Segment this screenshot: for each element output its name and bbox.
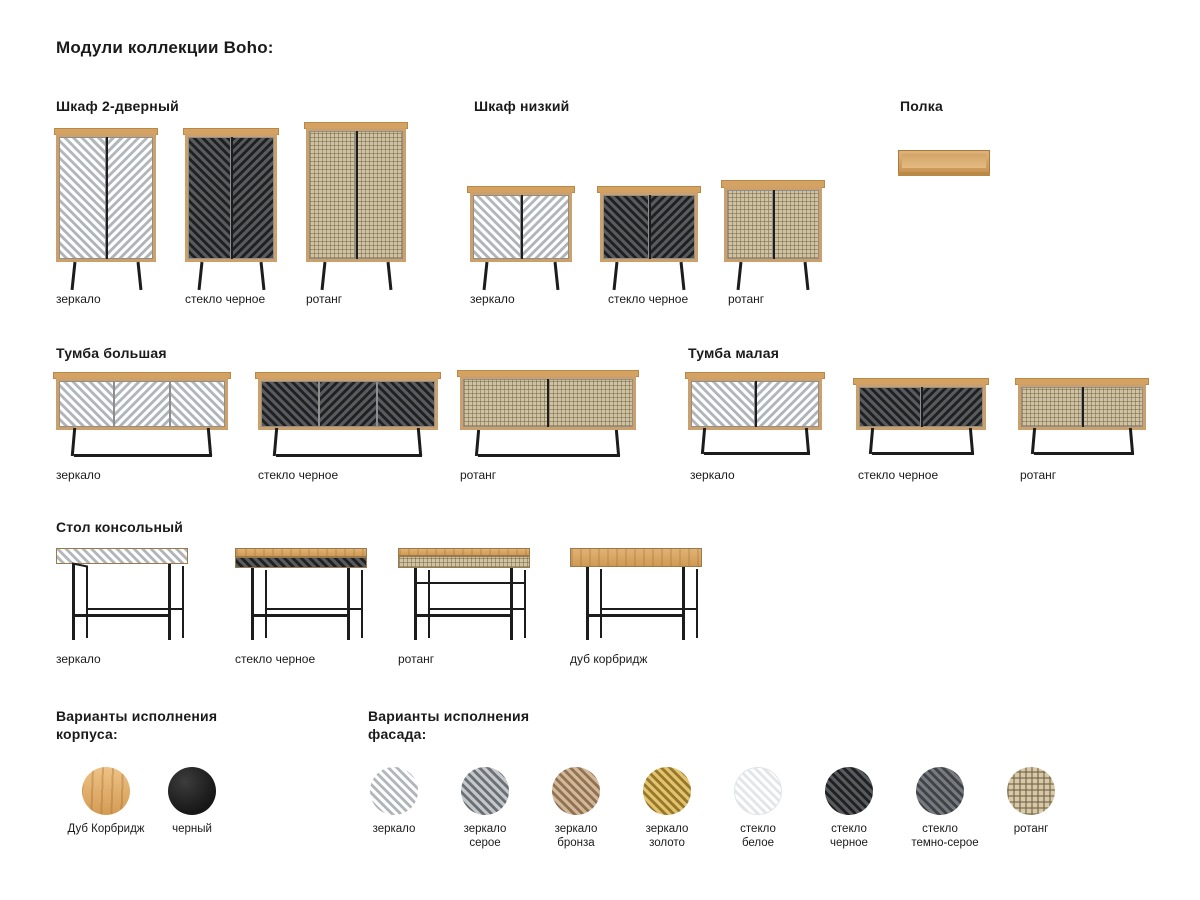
door-panel — [356, 131, 403, 259]
body-options-title-line1: Варианты исполнения — [56, 708, 218, 724]
swatch-label-glass-white-line1: стекло — [740, 823, 776, 835]
dresser-small-mirror — [688, 372, 822, 434]
wardrobe-low-mirror — [470, 186, 572, 268]
swatch-label-mirror-bronze-line2: бронза — [557, 837, 595, 849]
console-table-oak — [570, 548, 702, 644]
swatch-black[interactable] — [168, 767, 216, 815]
caption-wardrobe-low-rattan: ротанг — [728, 292, 765, 306]
door-panel — [859, 387, 921, 427]
dresser-small-black-glass — [856, 378, 986, 434]
wardrobe-2door-mirror — [56, 128, 156, 268]
caption-wardrobe-low-mirror: зеркало — [470, 292, 515, 306]
door-panel — [114, 381, 169, 427]
door-panel — [603, 195, 649, 259]
swatch-label-glass-dark-grey-line1: стекло — [922, 823, 958, 835]
console-table-mirror — [56, 548, 188, 644]
section-title-shelf: Полка — [900, 98, 943, 114]
caption-console-mirror: зеркало — [56, 652, 101, 666]
door-panel — [755, 381, 819, 427]
swatch-label-glass-dark-grey-line2: темно-серое — [911, 837, 979, 849]
swatch-label-rattan: ротанг — [1013, 823, 1049, 835]
dresser-big-mirror — [56, 372, 228, 434]
door-panel — [319, 381, 377, 427]
door-panel — [188, 137, 231, 259]
swatch-label-mirror-grey-line2: серое — [469, 837, 501, 849]
legs — [56, 428, 228, 458]
dresser-big-rattan — [460, 370, 636, 434]
caption-dresser-big-black: стекло черное — [258, 468, 339, 482]
caption-console-oak: дуб корбридж — [570, 652, 648, 666]
door-panel — [106, 137, 153, 259]
swatch-mirror[interactable] — [370, 767, 418, 815]
door-panel — [521, 195, 569, 259]
table-top — [570, 548, 702, 567]
door-panel — [1082, 387, 1143, 427]
shelf-unit — [898, 150, 990, 178]
legs — [470, 262, 572, 292]
door-panel — [921, 387, 983, 427]
drawer-front — [235, 557, 367, 568]
body-options-title-line2: корпуса: — [56, 726, 118, 742]
legs — [724, 262, 822, 292]
section-title-console: Стол консольный — [56, 519, 184, 535]
swatch-mirror-grey[interactable] — [461, 767, 509, 815]
section-title-wardrobe2: Шкаф 2-дверный — [56, 98, 179, 114]
legs — [460, 430, 636, 460]
door-panel — [231, 137, 274, 259]
console-table-black-glass — [235, 548, 367, 644]
legs — [306, 262, 406, 292]
table-top — [56, 548, 188, 564]
door-panel — [727, 190, 773, 259]
caption-wardrobe2-black: стекло черное — [185, 292, 266, 306]
door-panel — [170, 381, 225, 427]
facade-options-title-line2: фасада: — [368, 726, 427, 742]
console-table-rattan — [398, 548, 530, 644]
swatch-label-mirror-gold-line2: золото — [649, 837, 685, 849]
legs — [600, 262, 698, 292]
door-panel — [59, 381, 114, 427]
wardrobe-2door-rattan — [306, 122, 406, 268]
dresser-small-rattan — [1018, 378, 1146, 434]
swatch-rattan[interactable] — [1007, 767, 1055, 815]
legs — [856, 428, 986, 458]
facade-options-title-line1: Варианты исполнения — [368, 708, 530, 724]
section-title-wardrobe-low: Шкаф низкий — [474, 98, 570, 114]
section-title-dresser-small: Тумба малая — [688, 345, 780, 361]
caption-wardrobe-low-black: стекло черное — [608, 292, 689, 306]
legs — [258, 428, 438, 458]
drawer-front — [398, 556, 530, 568]
dresser-big-black-glass — [258, 372, 438, 434]
swatch-label-mirror-bronze-line1: зеркало — [554, 823, 598, 835]
swatch-label-mirror-gold-line1: зеркало — [645, 823, 689, 835]
swatch-mirror-gold[interactable] — [643, 767, 691, 815]
swatch-label-glass-white-line2: белое — [741, 837, 775, 849]
wardrobe-2door-black-glass — [185, 128, 277, 268]
caption-console-rattan: ротанг — [398, 652, 435, 666]
swatch-glass-white[interactable] — [734, 767, 782, 815]
door-panel — [773, 190, 819, 259]
door-panel — [649, 195, 695, 259]
section-title-dresser-big: Тумба большая — [56, 345, 167, 361]
swatch-glass-black[interactable] — [825, 767, 873, 815]
door-panel — [691, 381, 755, 427]
swatch-label-glass-black-line1: стекло — [831, 823, 867, 835]
swatch-label-black: черный — [172, 823, 212, 835]
caption-console-black: стекло черное — [235, 652, 316, 666]
door-panel — [309, 131, 356, 259]
wardrobe-low-black-glass — [600, 186, 698, 268]
caption-wardrobe2-rattan: ротанг — [306, 292, 343, 306]
door-panel — [473, 195, 521, 259]
swatch-oak-corbridge[interactable] — [82, 767, 130, 815]
legs — [1018, 428, 1146, 458]
door-panel — [463, 379, 548, 427]
page-title: Модули коллекции Boho: — [56, 38, 274, 57]
door-panel — [59, 137, 106, 259]
door-panel — [1021, 387, 1082, 427]
table-top — [235, 548, 367, 557]
swatch-glass-dark-grey[interactable] — [916, 767, 964, 815]
caption-dresser-small-black: стекло черное — [858, 468, 939, 482]
wardrobe-low-rattan — [724, 180, 822, 268]
table-top — [398, 548, 530, 556]
caption-dresser-small-mirror: зеркало — [690, 468, 735, 482]
door-panel — [548, 379, 633, 427]
legs — [688, 428, 822, 458]
caption-dresser-big-rattan: ротанг — [460, 468, 497, 482]
swatch-label-oak-corbridge: Дуб Корбридж — [67, 823, 145, 835]
door-panel — [261, 381, 319, 427]
door-panel — [377, 381, 435, 427]
swatch-label-glass-black-line2: черное — [830, 837, 868, 849]
caption-dresser-big-mirror: зеркало — [56, 468, 101, 482]
legs — [56, 262, 156, 292]
caption-dresser-small-rattan: ротанг — [1020, 468, 1057, 482]
swatch-label-mirror-grey-line1: зеркало — [463, 823, 507, 835]
caption-wardrobe2-mirror: зеркало — [56, 292, 101, 306]
legs — [185, 262, 277, 292]
swatch-label-mirror: зеркало — [372, 823, 416, 835]
swatch-mirror-bronze[interactable] — [552, 767, 600, 815]
